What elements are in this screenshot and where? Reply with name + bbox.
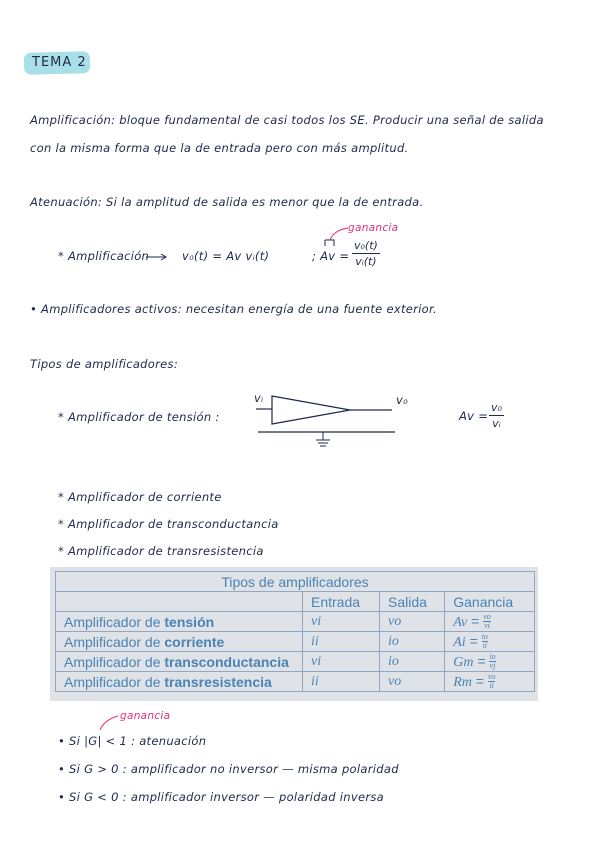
row-gain-symbol: Ai (453, 634, 466, 650)
formula-label: * Amplificación (58, 249, 150, 263)
row-gain-numerator: vo (487, 672, 496, 682)
row-gain-denominator: vi (484, 621, 490, 631)
row-gain-fraction (483, 613, 491, 630)
table-header-row (56, 592, 535, 612)
row-gain-symbol: Av (453, 614, 468, 630)
formula-annotation-arrow (330, 228, 348, 240)
definition-atenuacion: Atenuación: Si la amplitud de salida es menor que la de entrada. (30, 195, 424, 209)
row-salida: vo (380, 672, 445, 692)
table-header-empty (56, 592, 303, 612)
note-inversor: • Si G < 0 : amplificador inversor — polaridad inversa (58, 790, 385, 804)
row-salida: io (380, 652, 445, 672)
row-gain-fraction (488, 673, 496, 690)
formula-gain-lhs: ; Av = (312, 249, 350, 263)
amplificadores-activos: • Amplificadores activos: necesitan energía de una fuente exterior. (30, 302, 437, 316)
row-gain-fraction (489, 653, 495, 670)
row-entrada: vi (303, 652, 380, 672)
ground-icon (316, 432, 330, 446)
formula-expression: v₀(t) = Av vᵢ(t) (182, 249, 270, 263)
formula-bracket (325, 240, 334, 246)
formula-gain-numerator: v₀(t) (354, 239, 378, 252)
row-type: corriente (164, 633, 225, 650)
bottom-ganancia-annotation: ganancia (120, 710, 171, 722)
table-header-ganancia: Ganancia (445, 592, 535, 612)
formula-arrow (146, 254, 166, 260)
note-no-inversor: • Si G > 0 : amplificador no inversor — misma polaridad (58, 762, 399, 776)
table-row: Amplificador de tensión vi vo Av = $\frac{vo}{vi}$ (56, 612, 535, 632)
table-row: Amplificador de transresistencia ii vo Rm = $\frac{vo}{ii}$ (56, 672, 535, 692)
row-gain-numerator: io (481, 632, 488, 642)
row-prefix: Amplificador de (64, 673, 165, 690)
row-gain-denominator: ii (482, 641, 488, 651)
row-gain-fraction (482, 633, 488, 650)
row-prefix: Amplificador de (64, 633, 165, 650)
tipos-heading: Tipos de amplificadores: (30, 357, 178, 371)
row-prefix: Amplificador de (64, 613, 165, 630)
formula-gain-denominator: vᵢ(t) (355, 255, 377, 268)
table-row: Amplificador de transconductancia vi io Gm = $\frac{io}{vj}$ (56, 652, 535, 672)
tension-gain-denominator: vᵢ (492, 417, 501, 430)
row-type: tensión (164, 613, 215, 630)
tension-input-label: vᵢ (254, 391, 264, 405)
list-item-transconductancia: * Amplificador de transconductancia (58, 517, 279, 531)
row-salida: io (380, 632, 445, 652)
row-entrada: ii (303, 632, 380, 652)
row-gain-numerator: vo (483, 612, 491, 622)
definition-amplificacion-line2: con la misma forma que la de entrada pero con más amplitud. (30, 141, 409, 155)
amplifier-types-table (55, 571, 535, 692)
row-prefix: Amplificador de (64, 653, 165, 670)
row-type: transconductancia (164, 653, 289, 670)
row-gain-symbol: Rm (453, 674, 472, 690)
row-salida: vo (380, 612, 445, 632)
list-item-transresistencia: * Amplificador de transresistencia (58, 544, 264, 558)
table-header-entrada: Entrada (303, 592, 380, 612)
tension-output-label: v₀ (396, 393, 409, 407)
row-gain-numerator: io (489, 652, 496, 662)
row-gain-denominator: ii (489, 681, 494, 691)
amplifier-diagram (256, 396, 395, 446)
page-title: TEMA 2 (32, 55, 87, 70)
bottom-annotation-arrow (100, 716, 118, 730)
row-gain-symbol: Gm (453, 654, 474, 670)
row-entrada: ii (303, 672, 380, 692)
row-type: transresistencia (164, 673, 272, 690)
amp-triangle (272, 396, 350, 424)
tension-label: * Amplificador de tensión : (58, 410, 220, 424)
note-atenuacion: • Si |G| < 1 : atenuación (58, 734, 207, 748)
table-header-salida: Salida (380, 592, 445, 612)
table-row: Amplificador de corriente ii io Ai = $\frac{io}{ii}$ (56, 632, 535, 652)
tension-gain-numerator: v₀ (491, 401, 502, 414)
definition-amplificacion-line1: Amplificación: bloque fundamental de casi todos los SE. Producir una señal de salida (30, 113, 544, 127)
formula-ganancia-annotation: ganancia (348, 222, 399, 234)
tension-gain-lhs: Av = (459, 409, 489, 423)
row-entrada: vi (303, 612, 380, 632)
table-caption: Tipos de amplificadores (56, 572, 535, 592)
list-item-corriente: * Amplificador de corriente (58, 490, 222, 504)
row-gain-denominator: vj (489, 661, 496, 671)
